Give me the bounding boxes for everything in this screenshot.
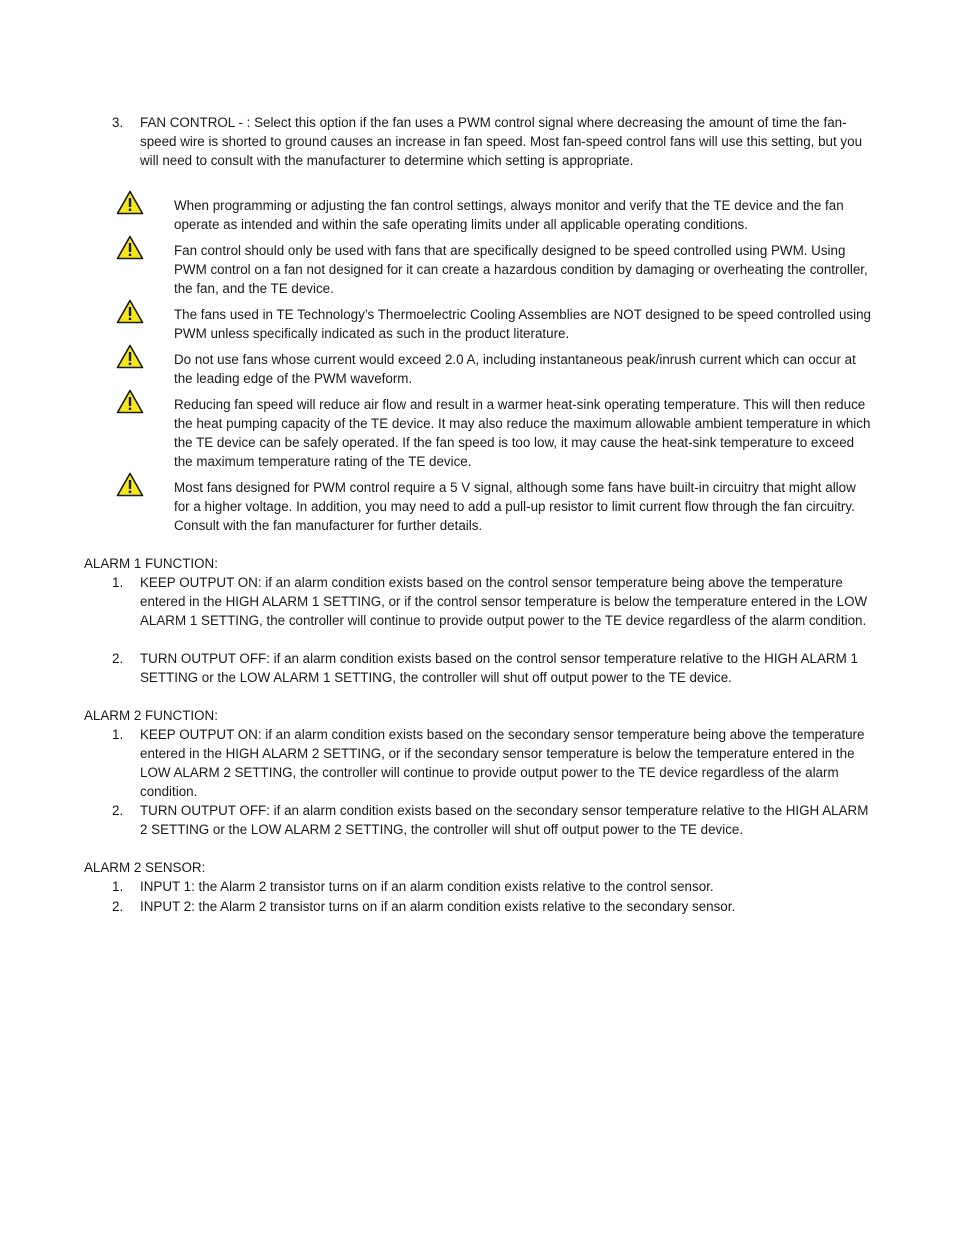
warning-triangle-icon (116, 344, 144, 369)
warning-triangle-icon (116, 472, 144, 497)
list-number: 2. (112, 651, 124, 666)
list-item-text: TURN OUTPUT OFF: if an alarm condition exists based on the secondary sensor temperature relative to the HIGH ALARM 2 SETTING or the LOW ALARM 2 SETTING, the controller will shut off output power to the TE device. (140, 803, 869, 837)
alarm2-heading: ALARM 2 FUNCTION: (84, 708, 218, 723)
list-item-text: FAN CONTROL - : Select this option if the fan uses a PWM control signal where decreasing the amount of time the fan-speed wire is shorted to ground causes an increase in fan speed. Most fan-speed control fans will use this setting, but you will need to consult with the manufacturer to determine which setting is appropriate. (140, 115, 863, 168)
list-number: 2. (112, 803, 124, 818)
list-number: 1. (112, 727, 124, 742)
warning-text: Fan control should only be used with fans that are specifically designed to be speed controlled using PWM. Using PWM control on a fan not designed for it can create a hazardous condition by damaging or overheating the controller, the fan, and the TE device. (174, 243, 868, 296)
list-number: 3. (112, 115, 124, 130)
warning-triangle-icon (116, 190, 144, 215)
warning-text: The fans used in TE Technology’s Thermoelectric Cooling Assemblies are NOT designed to be speed controlled using PWM unless specifically indicated as such in the product literature. (174, 307, 871, 341)
alarm2-sensor-heading: ALARM 2 SENSOR: (84, 860, 206, 875)
warning-triangle-icon (116, 389, 144, 414)
list-item-text: INPUT 2: the Alarm 2 transistor turns on if an alarm condition exists relative to the secondary sensor. (140, 899, 736, 914)
warning-triangle-icon (116, 299, 144, 324)
list-number: 1. (112, 879, 124, 894)
list-item-text: KEEP OUTPUT ON: if an alarm condition exists based on the control sensor temperature being above the temperature entered in the HIGH ALARM 1 SETTING, or if the control sensor temperature is below the temperature entered in the LOW ALARM 1 SETTING, the controller will continue to provide output power to the TE device regardless of the alarm condition. (140, 575, 868, 628)
list-item-text: INPUT 1: the Alarm 2 transistor turns on if an alarm condition exists relative to the control sensor. (140, 879, 714, 894)
warning-text: When programming or adjusting the fan control settings, always monitor and verify that the TE device and the fan operate as intended and within the safe operating limits under all applicable operating conditions. (174, 198, 844, 232)
list-item-text: KEEP OUTPUT ON: if an alarm condition exists based on the secondary sensor temperature being above the temperature entered in the HIGH ALARM 2 SETTING, or if the secondary sensor temperature is below the temperature entered in the LOW ALARM 2 SETTING, the controller will continue to provide output power to the TE device regardless of the alarm condition. (140, 727, 865, 799)
list-item-text: TURN OUTPUT OFF: if an alarm condition exists based on the control sensor temperature relative to the HIGH ALARM 1 SETTING or the LOW ALARM 1 SETTING, the controller will shut off output power to the TE device. (140, 651, 858, 685)
list-number: 2. (112, 899, 124, 914)
warning-text: Do not use fans whose current would exceed 2.0 A, including instantaneous peak/inrush current which can occur at the leading edge of the PWM waveform. (174, 352, 856, 386)
warning-text: Reducing fan speed will reduce air flow and result in a warmer heat-sink operating temperature. This will then reduce the heat pumping capacity of the TE device. It may also reduce the maximum allowable ambient temperature in which the TE device can be safely operated. If the fan speed is too low, it may cause the heat-sink temperature to exceed the maximum temperature rating of the TE device. (174, 397, 871, 469)
list-number: 1. (112, 575, 124, 590)
alarm1-heading: ALARM 1 FUNCTION: (84, 556, 218, 571)
warning-triangle-icon (116, 235, 144, 260)
warning-text: Most fans designed for PWM control require a 5 V signal, although some fans have built-in circuitry that might allow for a higher voltage. In addition, you may need to add a pull-up resistor to limit current flow through the fan circuitry. Consult with the fan manufacturer for further details. (174, 480, 856, 533)
